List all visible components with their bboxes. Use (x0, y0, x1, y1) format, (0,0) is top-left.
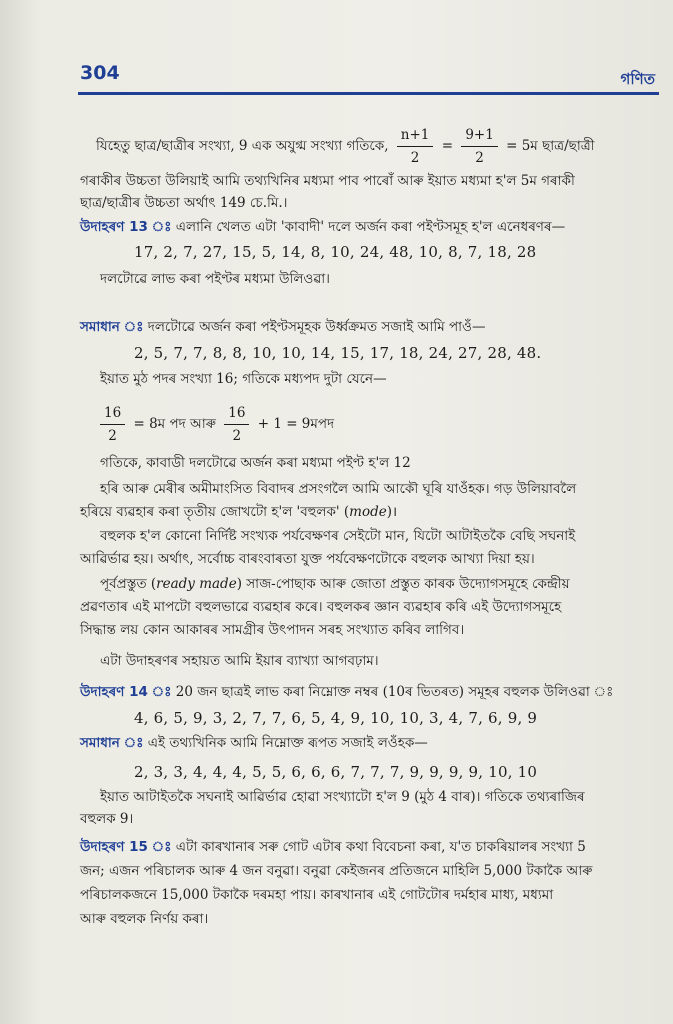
fraction-denominator: 2 (108, 428, 117, 444)
mode-p1-text: হৰিয়ে ব্যৱহাৰ কৰা তৃতীয় জোখটো হ'ল 'বহুলক' ( (80, 504, 350, 520)
mode-p1-line2 (80, 503, 397, 521)
solution-14-values: 2, 3, 3, 4, 4, 4, 5, 5, 6, 6, 6, 7, 7, 7, 9, 9, 9, 9, 10, 10 (134, 763, 538, 781)
mode-p3-line3: সিদ্ধান্ত লয় কোন আকাৰৰ সামগ্ৰীৰ উৎপাদন সৰহ সংখ্যাত কৰিব লাগিব। (80, 622, 465, 638)
solution-14-text: এই তথ্যখিনিক আমি নিম্নোক্ত ৰূপত সজাই লওঁহক— (147, 735, 428, 751)
example-14-label: উদাহৰণ 14 ঃ (80, 684, 172, 700)
mode-p2-line1: বহুলক হ'ল কোনো নিৰ্দিষ্ট সংখ্যক পৰ্যবেক্ষণৰ সেইটো মান, যিটো আটাইতকৈ বেছি সঘনাই (100, 528, 576, 544)
example-14-heading (80, 683, 613, 701)
mode-p3-text: পূৰ্বপ্ৰস্তুত ( (100, 576, 157, 592)
para1-line3: ছাত্ৰ/ছাত্ৰীৰ উচ্চতা অৰ্থাৎ 149 চে.মি.। (80, 195, 288, 211)
example-15-line3: পৰিচালকজনে 15,000 টকাকৈ দৰমহা পায়। কাৰখানাৰ এই গোটটোৰ দৰ্মহাৰ মাধ্য, মধ্যমা (80, 887, 554, 903)
example-14-text: 20 জন ছাত্ৰই লাভ কৰা নিম্নোক্ত নম্বৰ (10ৰ ভিতৰত) সমূহৰ বহুলক উলিওৱা ঃ (175, 684, 614, 700)
example-13-question: দলটোৱে লাভ কৰা পইণ্টৰ মধ্যমা উলিওৱা। (100, 271, 331, 287)
mode-p3-text-end: ) সাজ-পোছাক আৰু জোতা প্ৰস্তুত কাৰক উদ্যোগসমূহে কেন্দ্ৰীয় (236, 576, 570, 592)
fraction-numerator: 9+1 (461, 126, 498, 147)
fraction-9-plus-1 (461, 126, 498, 167)
fraction-numerator: 16 (224, 404, 249, 425)
example-13-heading (80, 218, 565, 236)
example-15-label: উদাহৰণ 15 ঃ (80, 839, 172, 855)
mode-p1-line1: হৰি আৰু মেৰীৰ অমীমাংসিত বিবাদৰ প্ৰসংগলৈ আমি আকৌ ঘূৰি যাওঁহক। গড় উলিয়াবলৈ (100, 481, 577, 497)
solution-14-label: সমাধান ঃ (80, 735, 144, 751)
ninth-term-text: + 1 = 9মপদ (257, 416, 335, 432)
solution-13-text: দলটোৱে অৰ্জন কৰা পইণ্টসমূহক উৰ্ধ্বক্ৰমত সজাই আমি পাওঁ— (147, 319, 486, 335)
example-15-line1: এটা কাৰখানাৰ সৰু গোট এটাৰ কথা বিবেচনা কৰা, য'ত চাকৰিয়ালৰ সংখ্যা 5 (175, 839, 586, 855)
para1-line2: গৰাকীৰ উচ্চতা উলিয়াই আমি তথ্যখিনিৰ মধ্যমা পাব পাৰোঁ আৰু ইয়াত মধ্যমা হ'ল 5ম গৰাকী (80, 173, 575, 189)
mode-p3-line2: প্ৰৱণতাৰ এই মাপটো বহুলভাৱে ব্যৱহাৰ কৰে। বহুলকৰ জ্ঞান ব্যৱহাৰ কৰি এই উদ্যোগসমূহে (80, 599, 562, 615)
ready-made-term: ready made (156, 576, 237, 592)
example-14-values: 4, 6, 5, 9, 3, 2, 7, 7, 6, 5, 4, 9, 10, 10, 3, 4, 7, 6, 9, 9 (134, 709, 538, 727)
example-15-line4: আৰু বহুলক নিৰ্ণয় কৰা। (80, 911, 209, 927)
eighth-term-text: = 8ম পদ আৰু (133, 416, 216, 432)
fraction-denominator: 2 (410, 150, 420, 166)
para1-line1-text: যিহেতু ছাত্ৰ/ছাত্ৰীৰ সংখ্যা, 9 এক অযুগ্ম সংখ্যা গতিকে, (96, 138, 389, 154)
solution-14-result-line2: বহুলক 9। (80, 811, 134, 827)
mode-p3-line1 (100, 575, 570, 593)
solution-13-formula (100, 404, 334, 445)
solution-14-heading (80, 734, 428, 752)
example-13-label: উদাহৰণ 13 ঃ (80, 219, 172, 235)
fraction-16-over-2 (100, 404, 125, 445)
header-rule (78, 92, 659, 95)
fraction-numerator: 16 (100, 404, 125, 425)
mode-p1-end: )। (386, 504, 398, 520)
section-title: গণিত (620, 70, 655, 88)
solution-14-result-line1: ইয়াত আটাইতকৈ সঘনাই আৱিৰ্ভাৱ হোৱা সংখ্যাটো হ'ল 9 (মুঠ 4 বাৰ)। গতিকে তথ্যৰাজিৰ (100, 789, 585, 805)
fraction-denominator: 2 (232, 428, 242, 444)
solution-13-values: 2, 5, 7, 7, 8, 8, 10, 10, 14, 15, 17, 18, 24, 27, 28, 48. (134, 344, 542, 362)
mode-p4: এটা উদাহৰণৰ সহায়ত আমি ইয়াৰ ব্যাখ্যা আগবঢ়াম। (100, 653, 379, 669)
example-13-values: 17, 2, 7, 27, 15, 5, 14, 8, 10, 24, 48, 10, 8, 7, 18, 28 (134, 243, 537, 261)
para1-line1-result: = 5ম ছাত্ৰ/ছাত্ৰী (506, 138, 595, 154)
example-13-text: এলানি খেলত এটা 'কাবাদী' দলে অৰ্জন কৰা পইণ্টসমূহ হ'ল এনেধৰণৰ— (175, 219, 566, 235)
fraction-numerator: n+1 (397, 126, 434, 147)
mode-p2-line2: আৱিৰ্ভাৱ হয়। অৰ্থাৎ, সৰ্বোচ্চ বাৰংবাৰতা যুক্ত পৰ্যবেক্ষণটোকে বহুলক আখ্যা দিয়া হয়। (80, 551, 535, 567)
mode-term: mode (349, 504, 387, 520)
equals-sign: = (441, 138, 454, 154)
fraction-16-over-2-b (224, 404, 249, 445)
solution-13-label: সমাধান ঃ (80, 319, 144, 335)
para1-line1 (96, 126, 595, 167)
page-number: 304 (80, 62, 120, 84)
example-15-line2: জন; এজন পৰিচালক আৰু 4 জন বনুৱা। বনুৱা কেইজনৰ প্ৰতিজনে মাহিলি 5,000 টকাকৈ আৰু (80, 863, 593, 879)
example-15-heading (80, 838, 586, 856)
solution-13-result: গতিকে, কাবাডী দলটোৱে অৰ্জন কৰা মধ্যমা পইণ্ট হ'ল 12 (100, 455, 411, 471)
fraction-n-plus-1 (397, 126, 434, 167)
fraction-denominator: 2 (475, 150, 484, 166)
solution-13-terms: ইয়াত মুঠ পদৰ সংখ্যা 16; গতিকে মধ্যপদ দুটা যেনে— (100, 371, 387, 387)
solution-13-heading (80, 318, 486, 336)
